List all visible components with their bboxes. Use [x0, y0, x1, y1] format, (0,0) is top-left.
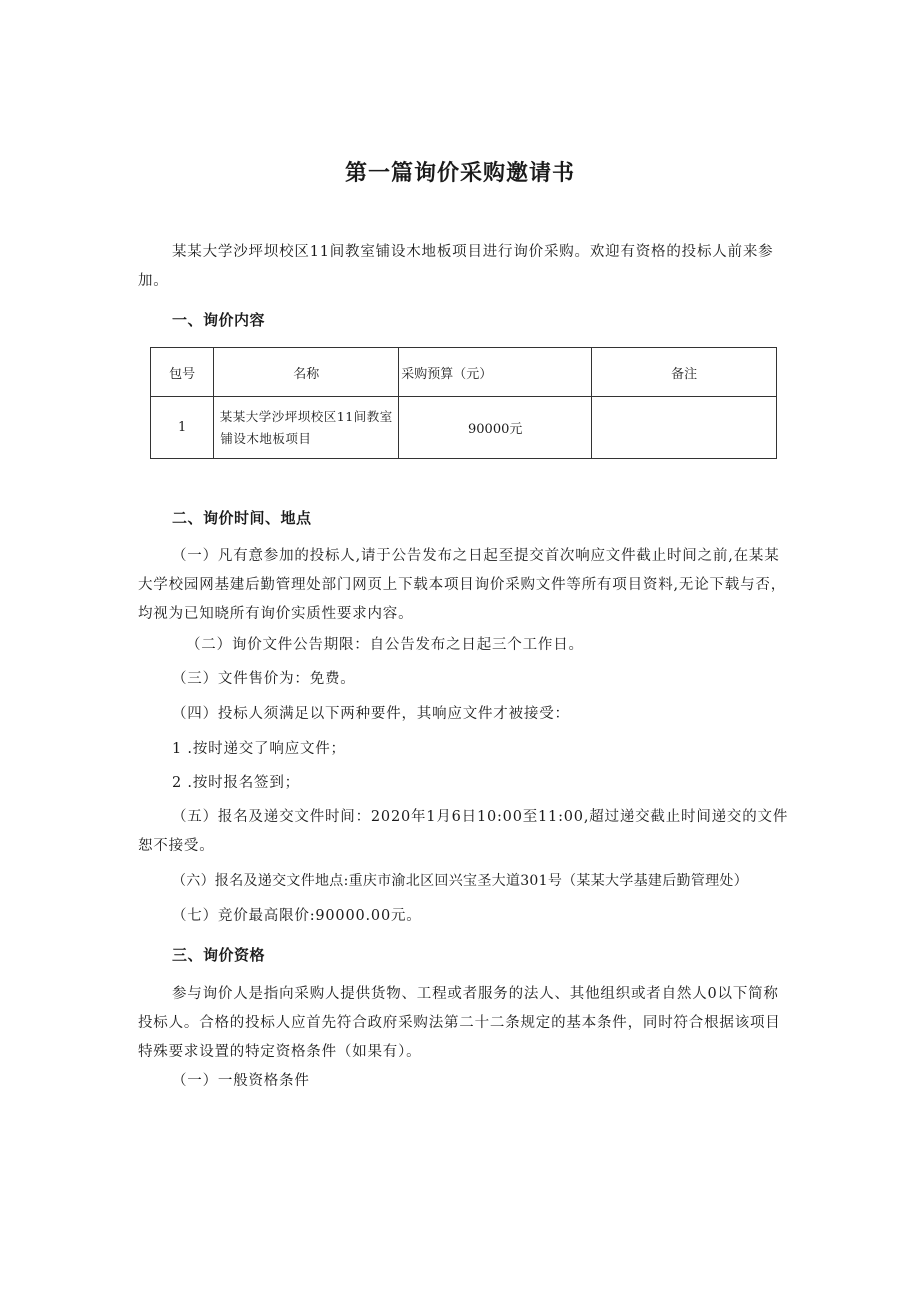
section2-item1: （一）凡有意参加的投标人,请于公告发布之日起至提交首次响应文件截止时间之前,在某某大学校园网基建后勤管理处部门网页上下载本项目询价采购文件等所有项目资料,无论下载与否，均视为已知晓所有询价实质性要求内容。	[138, 548, 787, 622]
cell-remark	[592, 397, 777, 459]
page-title: 第一篇询价采购邀请书	[344, 161, 575, 186]
section2-item7: （七）竞价最高限价:90000.00元。	[172, 908, 422, 924]
section2-item5: （五）报名及递交文件时间：2020年1月6日10:00至11:00,超过递交截止时间递交的文件恕不接受。	[138, 809, 789, 854]
section2-item6: （六）报名及递交文件地点:重庆市渝北区回兴宝圣大道301号（某某大学基建后勤管理处）	[172, 873, 749, 889]
section3-item1: （一）一般资格条件	[172, 1073, 310, 1089]
table-header-row	[151, 348, 777, 397]
intro-paragraph: 某某大学沙坪坝校区11间教室铺设木地板项目进行询价采购。欢迎有资格的投标人前来参加。	[138, 244, 774, 289]
header-budget: 采购预算（元）	[399, 348, 592, 397]
header-package: 包号	[151, 348, 214, 397]
table-row	[151, 397, 777, 459]
section2-item3: （三）文件售价为：免费。	[172, 671, 356, 687]
header-remark: 备注	[592, 348, 777, 397]
section2-item4-sub1: 1 .按时递交了响应文件；	[172, 741, 346, 757]
section1-heading: 一、询价内容	[172, 311, 266, 329]
section3-paragraph: 参与询价人是指向采购人提供货物、工程或者服务的法人、其他组织或者自然人0以下简称投标人。合格的投标人应首先符合政府采购法第二十二条规定的基本条件，同时符合根据该项目特殊要求设置的特定资格条件（如果有）。	[138, 986, 781, 1060]
cell-name-line1: 某某大学沙坪坝校区11间教室	[219, 408, 393, 424]
cell-name-line2: 铺设木地板项目	[220, 430, 312, 446]
section2-heading: 二、询价时间、地点	[172, 509, 312, 527]
cell-budget: 90000元	[399, 397, 592, 459]
cell-name	[214, 397, 399, 459]
section3-heading: 三、询价资格	[172, 946, 266, 964]
section2-item4-sub2: 2 .按时报名签到；	[172, 775, 300, 791]
header-name: 名称	[214, 348, 399, 397]
section2-item4: （四）投标人须满足以下两种要件，其响应文件才被接受：	[172, 706, 570, 722]
section2-item2: （二）询价文件公告期限：自公告发布之日起三个工作日。	[186, 637, 584, 653]
cell-package: 1	[151, 397, 214, 459]
inquiry-table	[150, 347, 777, 459]
